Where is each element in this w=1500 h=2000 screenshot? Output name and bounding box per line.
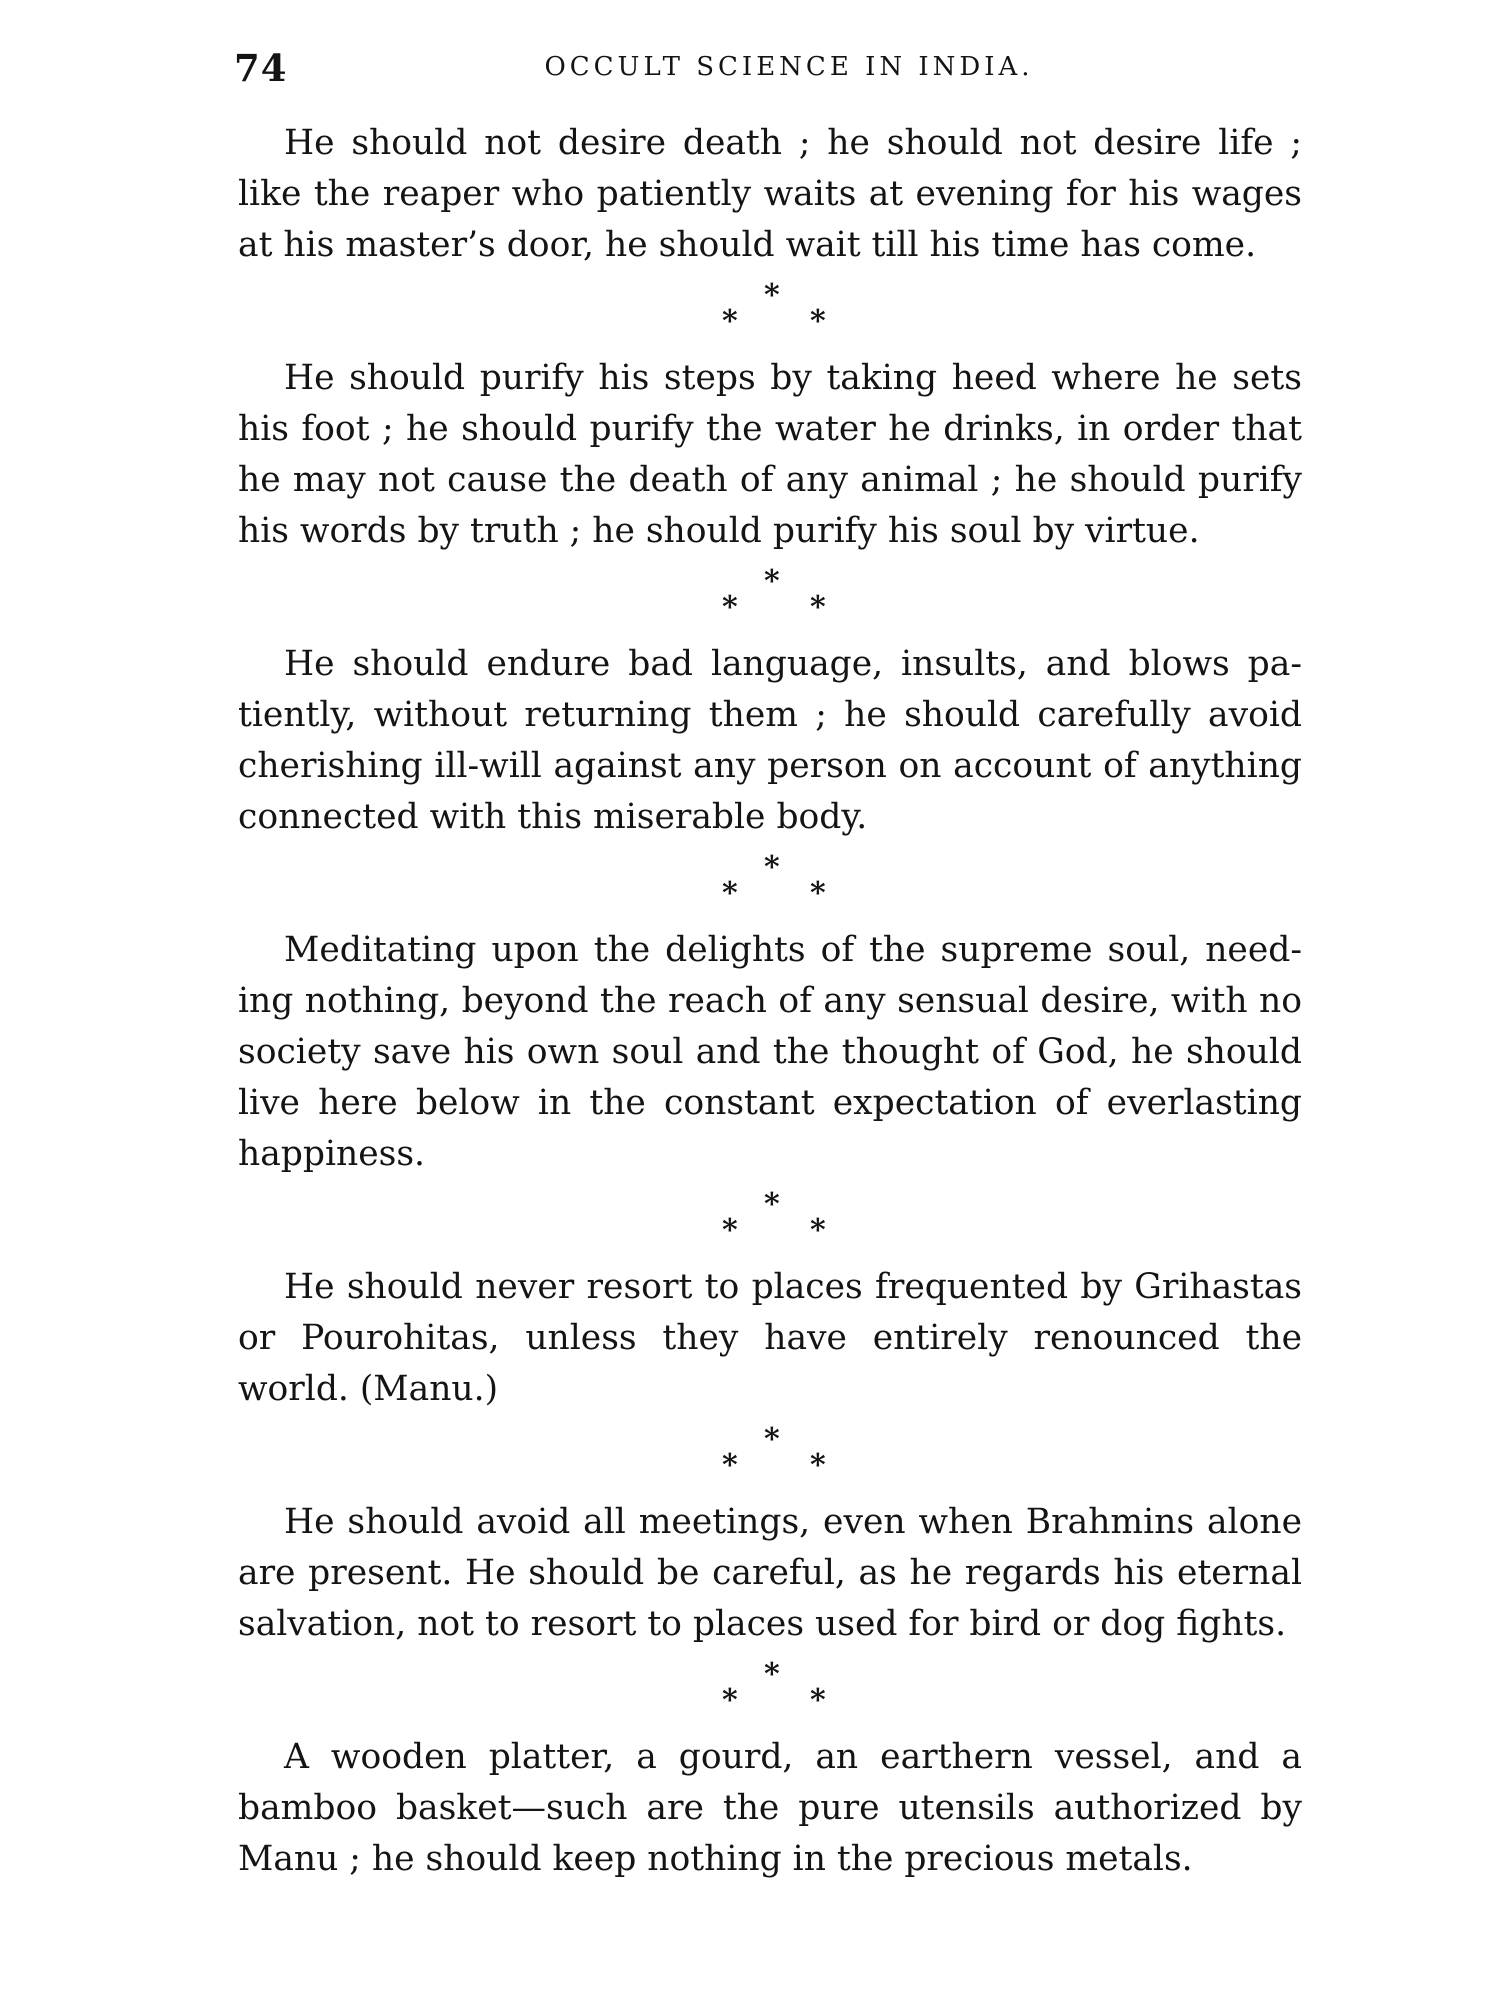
asterism-separator: [238, 1180, 1302, 1262]
asterisk: *: [722, 1448, 738, 1483]
asterisk: *: [810, 1683, 826, 1718]
asterisk: *: [810, 590, 826, 625]
asterisk: *: [764, 278, 780, 313]
asterisk: *: [810, 304, 826, 339]
asterisk: *: [722, 1213, 738, 1248]
asterisk: *: [810, 876, 826, 911]
asterism-separator: [238, 1415, 1302, 1497]
paragraph-5: He should never resort to places frequented by Grihastas or Pourohitas, unless they have entirely renounced the world. (Manu.): [238, 1267, 1302, 1409]
asterisk: *: [764, 850, 780, 885]
page-header: [234, 46, 1304, 96]
asterism-separator: [238, 1650, 1302, 1732]
asterism-separator: [238, 557, 1302, 639]
asterisk: *: [722, 304, 738, 339]
page-number: 74: [234, 46, 288, 90]
paragraph-7: A wooden platter, a gourd, an earthern vessel, and a bamboo basket—such are the pure utensils authorized by Manu ; he should keep nothing in the precious metals.: [238, 1737, 1302, 1879]
body-text: [238, 118, 1302, 1885]
paragraph-4: Meditating upon the delights of the supreme soul, needing nothing, beyond the reach of any sensual desire, with no society save his own soul and the thought of God, he should live here below in the constant expectation of everlasting happiness.: [238, 930, 1302, 1174]
paragraph-1: He should not desire death ; he should not desire life ; like the reaper who patiently waits at evening for his wages at his master’s door, he should wait till his time has come.: [238, 123, 1302, 265]
asterisk: *: [722, 590, 738, 625]
asterisk: *: [764, 564, 780, 599]
paragraph-6: He should avoid all meetings, even when Brahmins alone are present. He should be careful, as he regards his eternal salvation, not to resort to places used for bird or dog fights.: [238, 1502, 1302, 1644]
asterisk: *: [764, 1422, 780, 1457]
asterism-separator: [238, 271, 1302, 353]
paragraph-3: He should endure bad language, insults, and blows patiently, without returning them ; he should carefully avoid cherishing ill-will against any person on account of anything connected with this miserable body.: [238, 644, 1302, 837]
paragraph-2: He should purify his steps by taking heed where he sets his foot ; he should purify the water he drinks, in order that he may not cause the death of any animal ; he should purify his words by truth ; he should purify his soul by virtue.: [238, 358, 1302, 551]
asterisk: *: [810, 1213, 826, 1248]
asterisk: *: [810, 1448, 826, 1483]
asterisk: *: [764, 1187, 780, 1222]
asterism-separator: [238, 843, 1302, 925]
running-title: OCCULT SCIENCE IN INDIA.: [544, 52, 1034, 82]
asterisk: *: [722, 1683, 738, 1718]
asterisk: *: [722, 876, 738, 911]
asterisk: *: [764, 1657, 780, 1692]
